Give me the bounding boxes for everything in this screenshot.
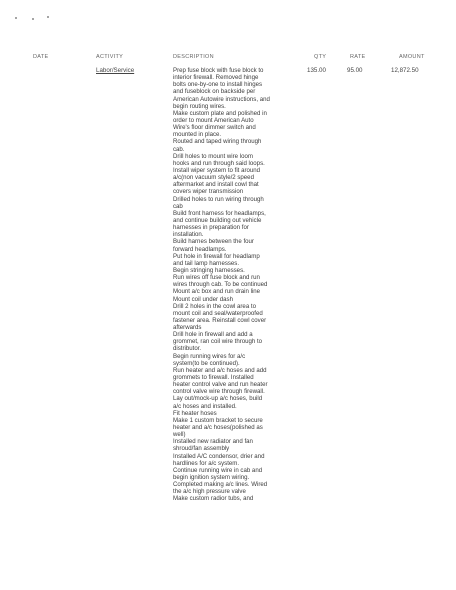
description-line: Drill holes to mount wire loom: [173, 152, 253, 160]
description-line: Installed new radiator and fan: [173, 438, 253, 446]
row-rate: 95.00: [347, 67, 363, 74]
description-line: Make custom radior tubs, and: [173, 495, 254, 503]
description-line: and continue building out vehicle: [173, 216, 262, 224]
description-line: Run heater and a/c hoses and add: [173, 366, 267, 374]
description-line: and tail lamp harnesses.: [173, 259, 240, 267]
description-line: hardlines for a/c system.: [173, 459, 240, 467]
description-line: begin ignition system wiring.: [173, 474, 250, 482]
description-line: Fit heater hoses: [173, 409, 217, 417]
description-line: Build front harness for headlamps,: [173, 209, 266, 217]
description-line: cab: [173, 202, 183, 210]
description-line: a/c hoses and installed.: [173, 402, 237, 410]
description-line: and fuseblock on backside per: [173, 88, 256, 96]
description-line: Begin running wires for a/c: [173, 352, 246, 360]
description-line: order to mount American Auto: [173, 116, 254, 124]
description-line: system(to be continued).: [173, 359, 240, 367]
description-line: Drilled holes to run wiring through: [173, 195, 264, 203]
description-line: aftermarket and install cowl that: [173, 181, 259, 189]
description-line: installation.: [173, 231, 204, 239]
description-line: Begin stringing harnesses.: [173, 266, 245, 274]
description-line: Drill 2 holes in the cowl area to: [173, 302, 256, 310]
description-line: Run wires off fuse block and run: [173, 274, 260, 282]
description-line: Lay out/mock-up a/c hoses, build: [173, 395, 263, 403]
description-line: Install wiper system to fit around: [173, 166, 261, 174]
description-line: the a/c high pressure valve: [173, 488, 246, 496]
description-line: fastener area. Reinstall cowl cover: [173, 316, 267, 324]
description-line: Make custom plate and polished in: [173, 109, 267, 117]
description-line: covers wiper transmission: [173, 188, 244, 196]
header-qty: QTY: [314, 54, 327, 60]
description-line: Installed A/C condensor, drier and: [173, 452, 265, 460]
header-rate: RATE: [350, 54, 366, 60]
description-line: Make 1 custom bracket to secure: [173, 416, 263, 424]
header-date: DATE: [33, 54, 49, 60]
description-line: wires through cab. To be continued: [173, 281, 268, 289]
row-activity: Labor/Service: [96, 67, 135, 74]
description-line: harnesses in preparation for: [173, 224, 249, 232]
row-description: [173, 67, 285, 503]
description-line: Routed and taped wiring through: [173, 138, 262, 146]
header-description: DESCRIPTION: [173, 54, 214, 60]
header-activity: ACTIVITY: [96, 54, 124, 60]
description-line: grommet, ran coil wire through to: [173, 338, 263, 346]
description-line: heater and a/c hoses(polished as: [173, 424, 263, 432]
description-line: Wire's floor dimmer switch and: [173, 124, 256, 132]
description-line: mounted in place.: [173, 131, 222, 139]
description-line: shroud/fan assembly: [173, 445, 230, 453]
row-amount: 12,872.50: [391, 67, 419, 74]
description-line: forward headlamps.: [173, 245, 227, 253]
row-qty: 135.00: [307, 67, 326, 74]
description-line: Drill hole in firewall and add a: [173, 331, 253, 339]
header-amount: AMOUNT: [399, 54, 425, 60]
description-line: American Autowire instructions, and: [173, 95, 270, 103]
description-line: afterwards: [173, 324, 202, 332]
description-line: Mount a/c box and run drain line: [173, 288, 261, 296]
description-line: a/c(non vacuum style/2 speed: [173, 174, 254, 182]
description-line: well): [173, 431, 186, 439]
description-line: Put hole in firewall for headlamp: [173, 252, 260, 260]
description-line: Build harnes between the four: [173, 238, 254, 246]
description-line: Completed making a/c lines. Wired: [173, 481, 268, 489]
description-line: mount coil and seal/waterproofed: [173, 309, 263, 317]
description-line: Continue running wire in cab and: [173, 466, 263, 474]
description-line: Mount coil under dash: [173, 295, 233, 303]
description-line: interior firewall. Removed hinge: [173, 74, 259, 82]
description-line: Prep fuse block with fuse block to: [173, 67, 264, 74]
scan-marks: [15, 13, 55, 21]
description-line: begin routing wires.: [173, 102, 226, 110]
description-line: distributor.: [173, 345, 202, 353]
description-line: cab.: [173, 145, 185, 153]
description-line: bolts one-by-one to install hinges: [173, 81, 263, 89]
description-line: heater control valve and run heater: [173, 381, 268, 389]
description-line: hooks and run through said loops.: [173, 159, 265, 167]
description-line: control valve wire through firewall.: [173, 388, 265, 396]
description-line: grommets to firewall. Installed: [173, 374, 254, 382]
